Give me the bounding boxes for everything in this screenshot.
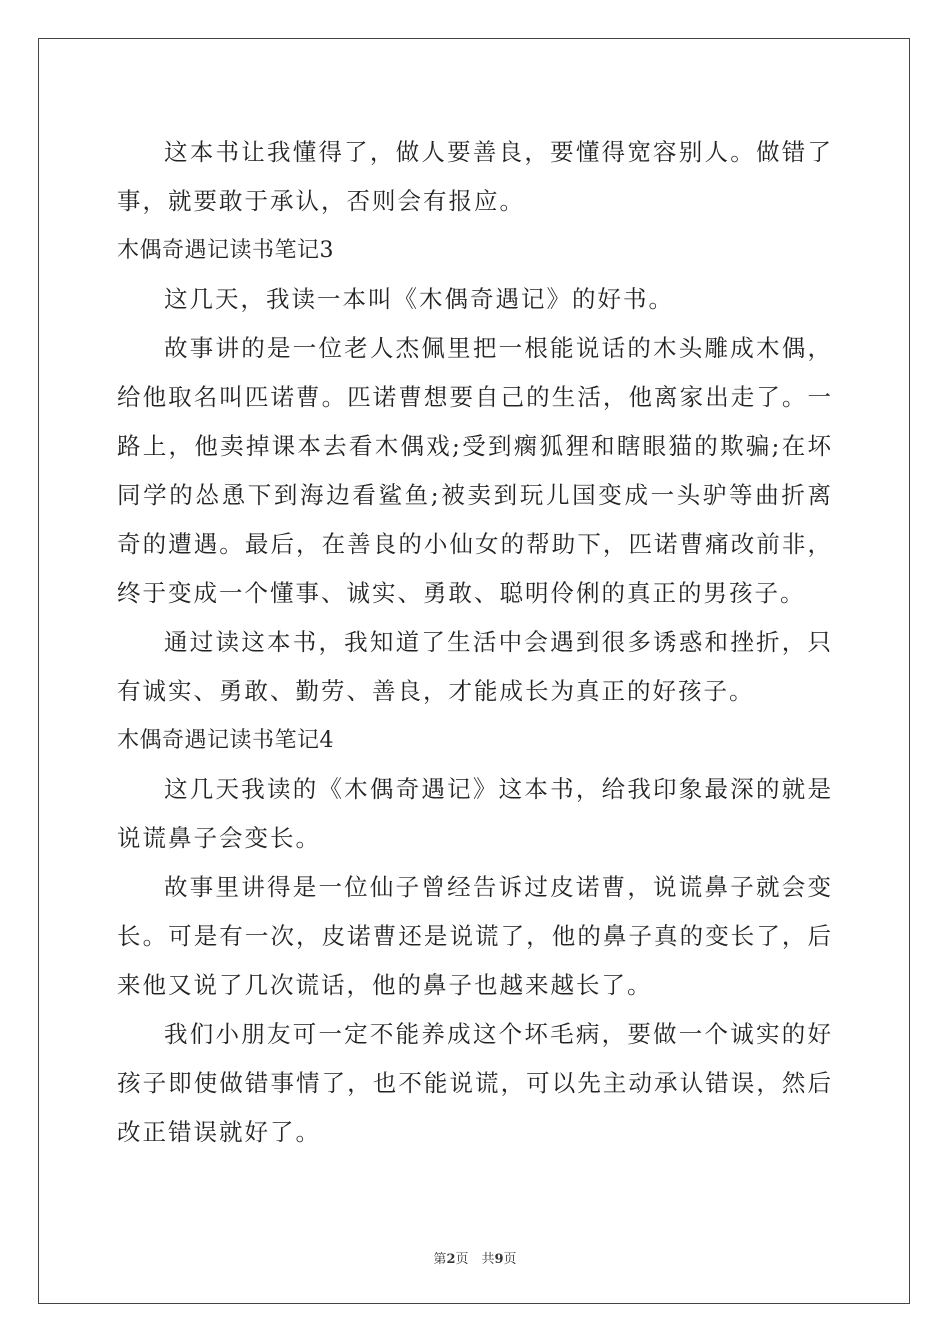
document-body xyxy=(117,128,833,1157)
paragraph: 这几天，我读一本叫《木偶奇遇记》的好书。 xyxy=(164,285,674,313)
paragraph: 我们小朋友可一定不能养成这个坏毛病，要做一个诚实的好孩子即使做错事情了，也不能说谎，可以先主动承认错误，然后改正错误就好了。 xyxy=(117,1020,833,1146)
footer-prefix: 第 xyxy=(433,1252,447,1267)
page-footer xyxy=(0,1248,950,1267)
section-heading: 木偶奇遇记读书笔记3 xyxy=(117,238,334,263)
paragraph: 通过读这本书，我知道了生活中会遇到很多诱惑和挫折，只有诚实、勇敢、勤劳、善良，才能成长为真正的好孩子。 xyxy=(117,628,833,705)
footer-suffix: 页 xyxy=(503,1252,517,1267)
paragraph: 故事里讲得是一位仙子曾经告诉过皮诺曹，说谎鼻子就会变长。可是有一次，皮诺曹还是说谎了，他的鼻子真的变长了，后来他又说了几次谎话，他的鼻子也越来越长了。 xyxy=(117,873,833,999)
footer-mid: 页 共 xyxy=(455,1252,495,1267)
section-heading: 木偶奇遇记读书笔记4 xyxy=(117,728,334,753)
paragraph: 这本书让我懂得了，做人要善良，要懂得宽容别人。做错了事，就要敢于承认，否则会有报应。 xyxy=(117,138,833,215)
paragraph: 故事讲的是一位老人杰佩里把一根能说话的木头雕成木偶，给他取名叫匹诺曹。匹诺曹想要自己的生活，他离家出走了。一路上，他卖掉课本去看木偶戏;受到瘸狐狸和瞎眼猫的欺骗;在坏同学的怂恿下到海边看鲨鱼;被卖到玩儿国变成一头驴等曲折离奇的遭遇。最后，在善良的小仙女的帮助下，匹诺曹痛改前非，终于变成一个懂事、诚实、勇敢、聪明伶俐的真正的男孩子。 xyxy=(117,334,833,607)
current-page-number: 2 xyxy=(446,1252,456,1267)
paragraph: 这几天我读的《木偶奇遇记》这本书，给我印象最深的就是说谎鼻子会变长。 xyxy=(117,775,833,852)
total-page-number: 9 xyxy=(494,1252,504,1267)
